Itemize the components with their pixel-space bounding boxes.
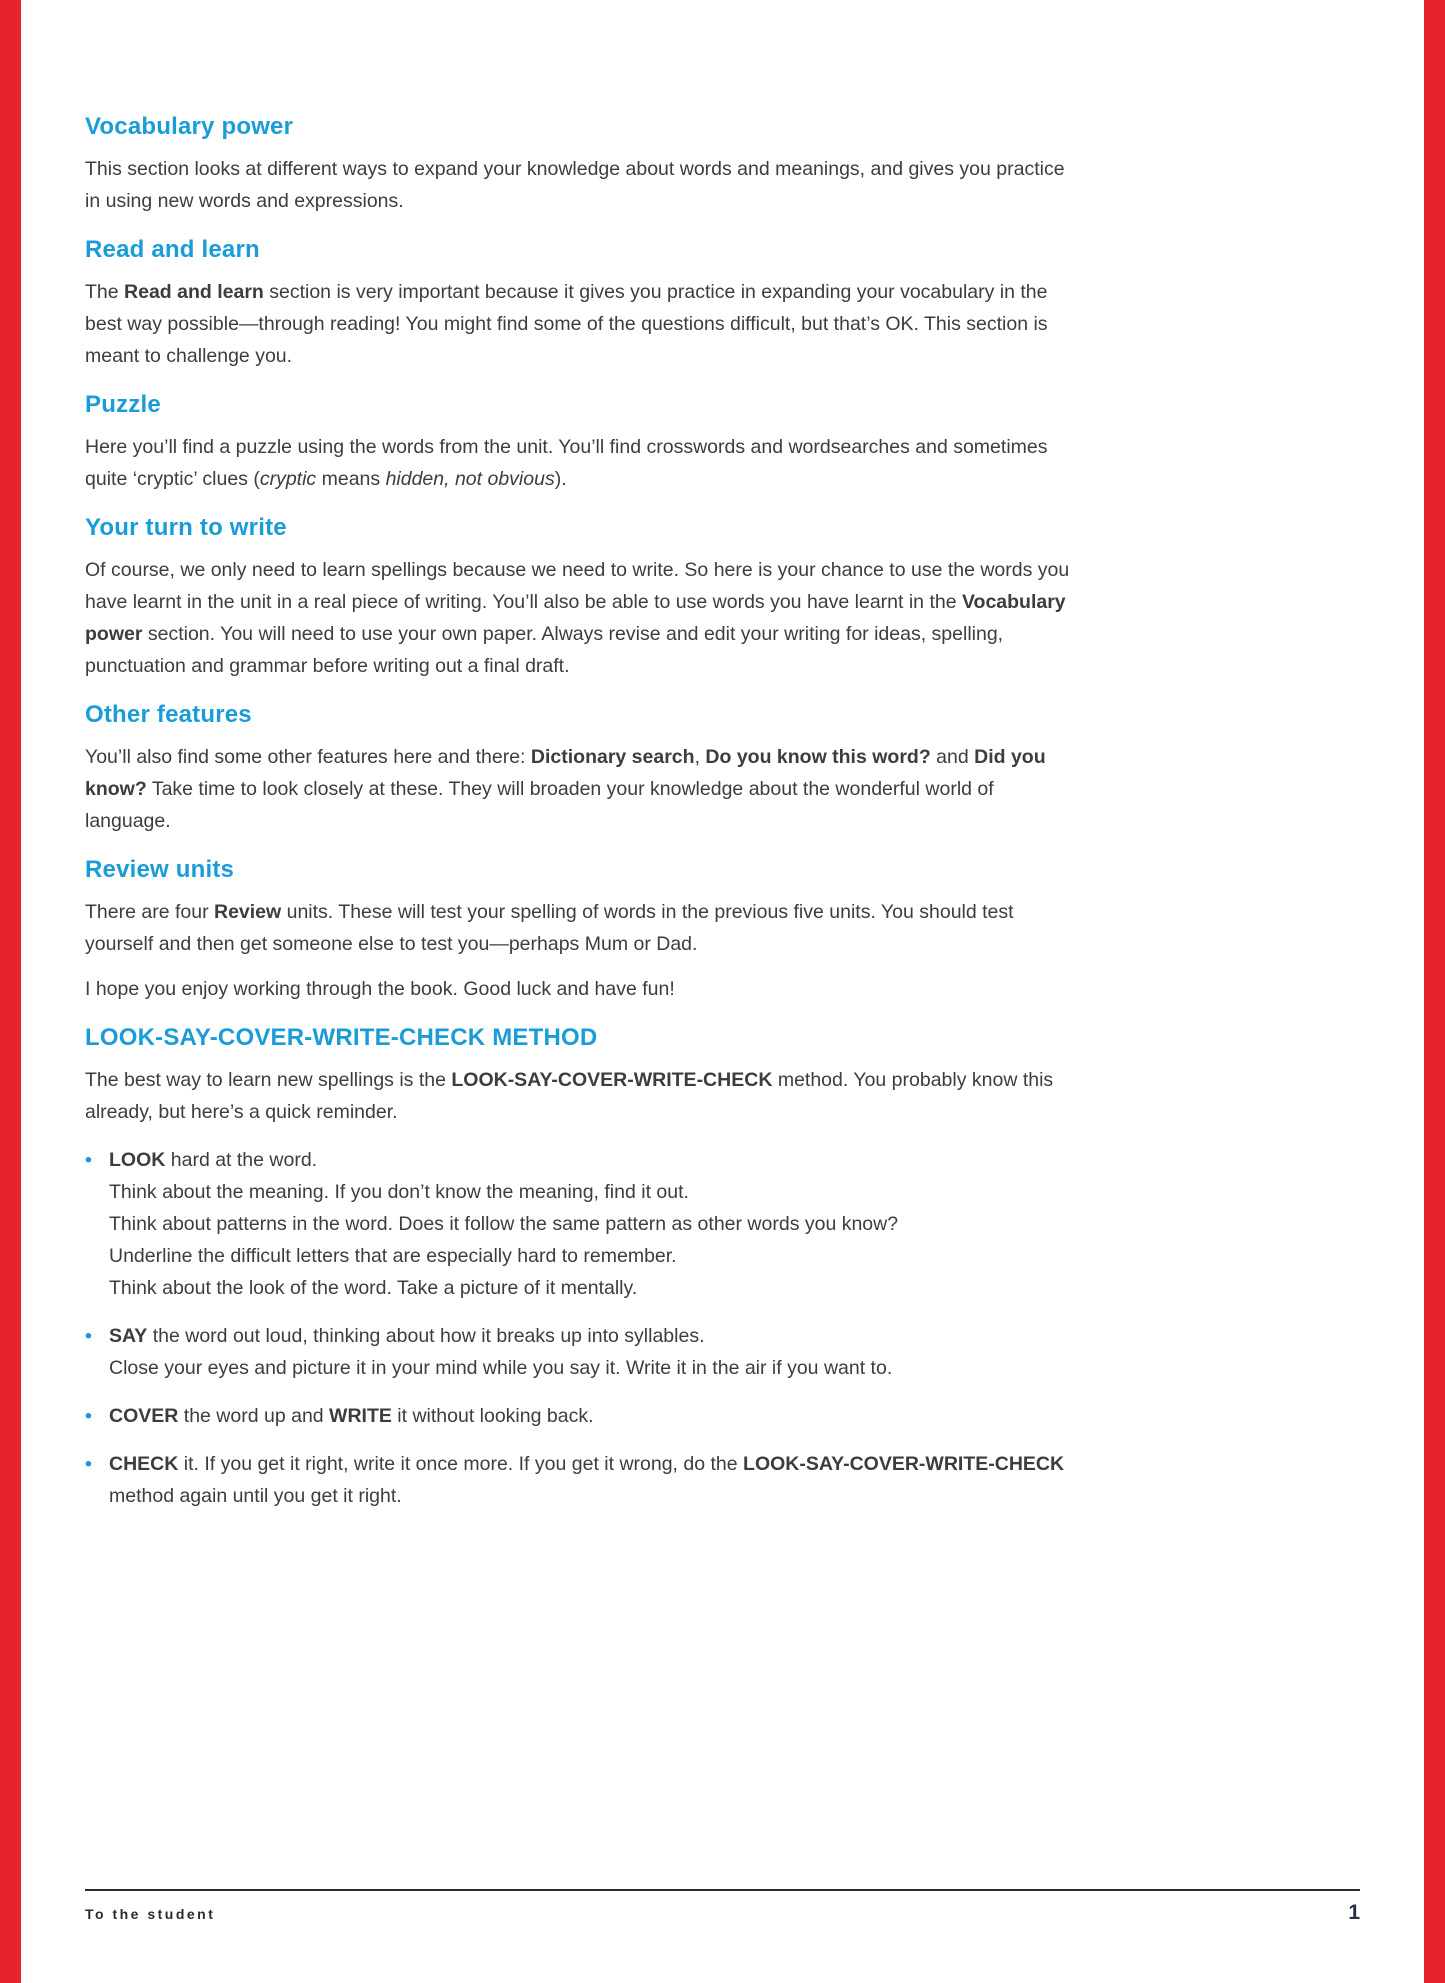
text-run: method. You probably know this already, but here’s a quick reminder. [85, 1069, 1054, 1123]
page-number: 1 [1348, 1901, 1360, 1924]
text-run: Think about patterns in the word. Does it follow the same pattern as other words you know? [109, 1213, 899, 1235]
bullet-icon: • [85, 1325, 92, 1347]
text-run: Dictionary search [530, 746, 695, 768]
bullet-body [109, 1400, 1069, 1432]
bullet-line [109, 1272, 1069, 1304]
section [85, 235, 1070, 372]
bullet-line [109, 1352, 1069, 1384]
section [85, 390, 1070, 495]
text-run: Think about the meaning. If you don’t know the meaning, find it out. [109, 1181, 689, 1203]
text-run: method again until you get it right. [109, 1485, 402, 1507]
text-run: hard at the word. [165, 1149, 318, 1171]
text-run: the word out loud, thinking about how it breaks up into syllables. [147, 1325, 705, 1347]
paragraph [85, 153, 1070, 217]
text-run: ). [554, 468, 567, 490]
page-footer [85, 1889, 1360, 1925]
bullet-line [109, 1144, 1069, 1176]
text-run: Vocabulary power [85, 591, 1066, 645]
text-run: Underline the difficult letters that are especially hard to remember. [109, 1245, 677, 1267]
bullet-line [109, 1320, 1069, 1352]
text-run: and [930, 746, 975, 768]
bullet-item [85, 1144, 1070, 1304]
bullet-icon: • [85, 1453, 92, 1475]
section-heading: Review units [85, 856, 235, 883]
text-run: , [694, 746, 706, 768]
section [85, 855, 1070, 1005]
text-run: This section looks at different ways to expand your knowledge about words and meanings, and gives you practice in using new words and expressions. [85, 158, 1065, 212]
section-heading: LOOK-SAY-COVER-WRITE-CHECK METHOD [85, 1024, 598, 1051]
section [85, 1023, 1070, 1512]
left-border-bar [0, 0, 21, 1983]
sections-root [85, 112, 1070, 1512]
text-run: means [316, 468, 386, 490]
text-run: Think about the look of the word. Take a picture of it mentally. [109, 1277, 638, 1299]
paragraph [85, 276, 1070, 372]
text-run: section is very important because it gives you practice in expanding your vocabulary in the best way possible—through reading! You might find some of the questions difficult, but that’s OK. This section is meant to challenge you. [85, 281, 1048, 367]
text-run: LOOK-SAY-COVER-WRITE-CHECK [743, 1453, 1065, 1475]
text-run: it. If you get it right, write it once more. If you get it wrong, do the [178, 1453, 744, 1475]
bullet-body [109, 1448, 1069, 1512]
text-run: Here you’ll find a puzzle using the words from the unit. You’ll find crosswords and wordsearches and sometimes quite ‘cryptic’ clues ( [85, 436, 1048, 490]
bullet-line [109, 1448, 1069, 1512]
text-run: Close your eyes and picture it in your mind while you say it. Write it in the air if you want to. [109, 1357, 893, 1379]
text-run: COVER [109, 1405, 179, 1427]
footer-row [85, 1901, 1360, 1925]
text-run: There are four [85, 901, 214, 923]
bullet-item [85, 1400, 1070, 1432]
text-run: Did you know? [85, 746, 1046, 800]
section-heading: Your turn to write [85, 514, 287, 541]
bullet-line [109, 1176, 1069, 1208]
text-run: section. You will need to use your own paper. Always revise and edit your writing for ideas, spelling, punctuation and grammar before writing out a final draft. [85, 623, 1004, 677]
bullet-icon: • [85, 1405, 92, 1427]
bullet-icon: • [85, 1149, 92, 1171]
text-run: LOOK [109, 1149, 166, 1171]
text-run: the word up and [178, 1405, 330, 1427]
text-run: Read and learn [124, 281, 264, 303]
text-run: WRITE [329, 1405, 392, 1427]
section [85, 112, 1070, 217]
section-heading: Other features [85, 701, 252, 728]
text-run: CHECK [109, 1453, 179, 1475]
text-run: I hope you enjoy working through the book. Good luck and have fun! [85, 978, 675, 1000]
paragraph [85, 554, 1070, 682]
text-run: Do you know this word? [705, 746, 931, 768]
text-run: LOOK-SAY-COVER-WRITE-CHECK [451, 1069, 773, 1091]
section-heading: Vocabulary power [85, 113, 294, 140]
paragraph [85, 741, 1070, 837]
text-run: units. These will test your spelling of words in the previous five units. You should test yourself and then get someone else to test you—perhaps Mum or Dad. [85, 901, 1014, 955]
section-heading: Read and learn [85, 236, 260, 263]
paragraph [85, 973, 1070, 1005]
text-run: You’ll also find some other features here and there: [85, 746, 531, 768]
footer-label: To the student [85, 1906, 216, 1922]
text-run: Review [213, 901, 282, 923]
text-run: Take time to look closely at these. They will broaden your knowledge about the wonderful world of language. [85, 778, 994, 832]
section [85, 513, 1070, 682]
bullet-body [109, 1144, 1069, 1304]
bullet-item [85, 1320, 1070, 1384]
footer-rule [85, 1889, 1360, 1891]
bullet-line [109, 1208, 1069, 1240]
section-heading: Puzzle [85, 391, 161, 418]
paragraph [85, 896, 1070, 960]
text-run: SAY [109, 1325, 148, 1347]
text-run: The best way to learn new spellings is the [85, 1069, 452, 1091]
text-run: hidden, not obvious [385, 468, 555, 490]
paragraph [85, 1064, 1070, 1128]
text-run: it without looking back. [391, 1405, 594, 1427]
paragraph [85, 431, 1070, 495]
bullet-line [109, 1240, 1069, 1272]
document-content [85, 0, 1360, 1530]
bullet-line [109, 1400, 1069, 1432]
bullet-body [109, 1320, 1069, 1384]
bullet-item [85, 1448, 1070, 1512]
text-run: cryptic [259, 468, 317, 490]
right-border-bar [1424, 0, 1445, 1983]
text-run: Of course, we only need to learn spellings because we need to write. So here is your chance to use the words you have learnt in the unit in a real piece of writing. You’ll also be able to use words you have learnt in the [85, 559, 1070, 613]
section [85, 700, 1070, 837]
text-run: The [85, 281, 125, 303]
